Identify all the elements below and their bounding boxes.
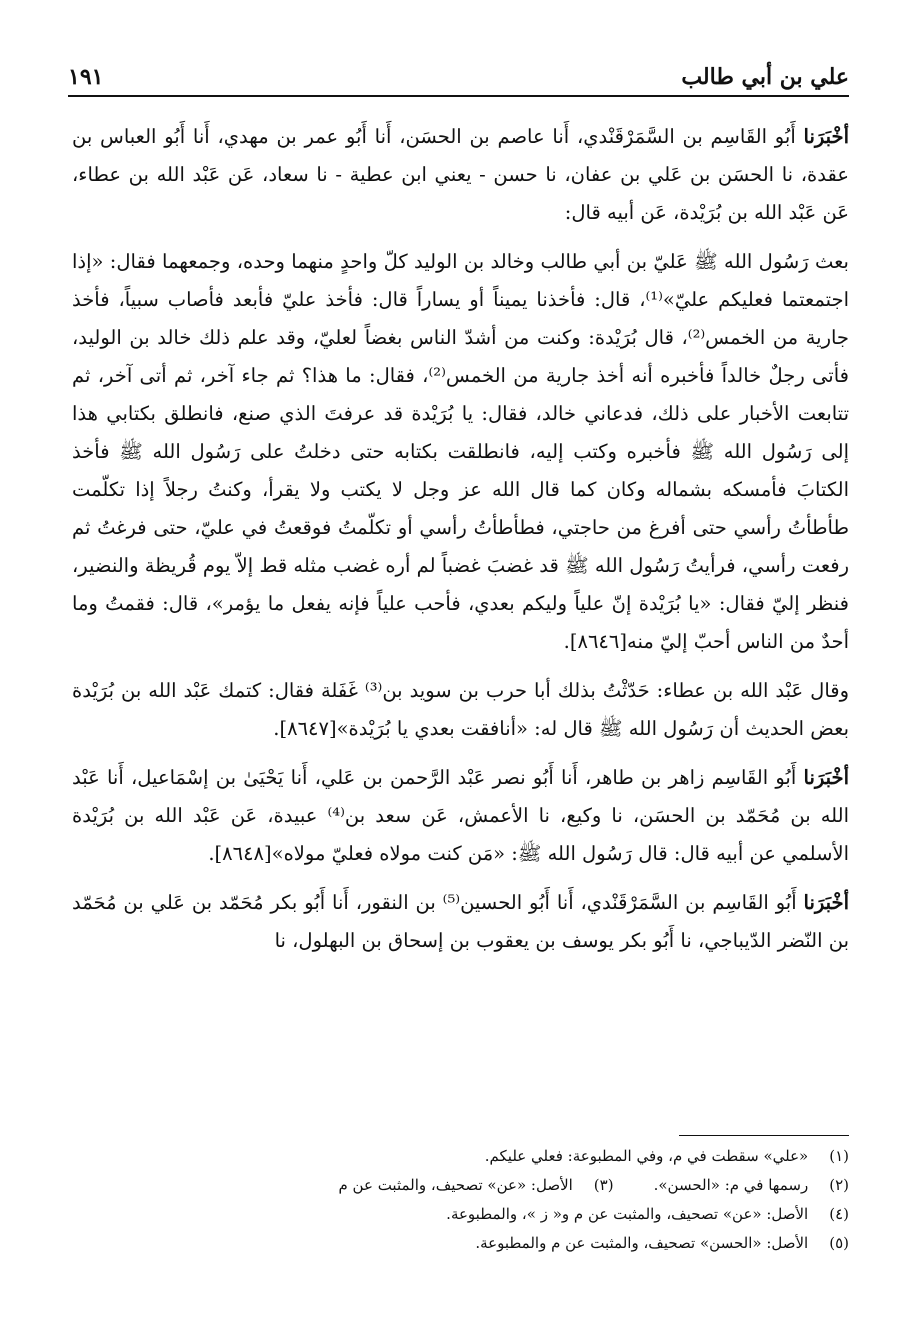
page-header xyxy=(68,58,849,90)
paragraph-text: وقال عَبْد الله بن عطاء: حَدّثْتُ بذلك أبا حرب بن سويد بن⁽³⁾ غَفَلة فقال: كتمك عَبْد الله بن بُرَيْدة بعض الحديث أن رَسُول الله ﷺ قال له: «أنافقت بعدي يا بُرَيْدة»[٨٦٤٧]. xyxy=(72,679,849,740)
footnote-number: (٢) xyxy=(829,1176,849,1194)
paragraph-5 xyxy=(72,884,849,960)
footnote-number: (٥) xyxy=(829,1234,849,1252)
footnote-row-2-3 xyxy=(72,1171,849,1200)
paragraph-text: بعث رَسُول الله ﷺ عَليّ بن أبي طالب وخالد بن الوليد كلّ واحدٍ منهما وحده، وجمعهما فقال: «إذا اجتمعتما فعليكم عليّ»⁽¹⁾، قال: فأخذنا يميناً أو يساراً قال: فأخذ عليّ فأبعد فأصاب سبياً، فأخذ جارية من الخمس⁽²⁾، قال بُرَيْدة: وكنت من أشدّ الناس بغضاً لعليّ، وقد علم ذلك خالد بن الوليد، فأتى رجلٌ خالداً فأخبره أنه أخذ جارية من الخمس⁽²⁾، فقال: ما هذا؟ ثم جاء آخر، ثم أتى آخر، ثم تتابعت الأخبار على ذلك، فدعاني خالد، فقال: يا بُرَيْدة قد عرفتَ الذي صنع، فانطلق بكتابي هذا إلى رَسُول الله ﷺ فأخبره وكتب إليه، فانطلقت بكتابه حتى دخلتُ على رَسُول الله ﷺ فأخذ الكتابَ فأمسكه بشماله وكان كما قال الله عز وجل لا يكتب ولا يقرأ، وكنتُ رجلاً إذا تكلّمت طأطأتُ رأسي حتى أفرغ من حاجتي، فطأطأتُ رأسي أو تكلّمتُ فوقعتُ في عليّ، حتى فرغتُ ثم رفعت رأسي، فرأيتُ رَسُول الله ﷺ قد غضبَ غضباً لم أره غضب مثله قط إلاّ يوم قُريظة والنضير، فنظر إليّ فقال: «يا بُرَيْدة إنّ علياً وليكم بعدي، فأحب علياً فإنه يفعل ما يؤمر»، قال: فقمتُ وما أحدٌ من الناس أحبّ إليّ منه[٨٦٤٦]. xyxy=(72,250,849,653)
footnote-text: الأصل: «الحسن» تصحيف، والمثبت عن م والمطبوعة. xyxy=(475,1234,809,1252)
footnote-text: رسمها في م: «الحسن». xyxy=(653,1176,809,1194)
footnote-number: (٣) xyxy=(593,1176,614,1194)
footnote-2 xyxy=(654,1171,849,1200)
paragraph-lead: أخْبَرَنا xyxy=(803,891,849,914)
running-title: علي بن أبي طالب xyxy=(681,64,849,90)
header-rule xyxy=(68,95,849,97)
footnote-5 xyxy=(72,1229,849,1258)
footnote-rule xyxy=(679,1135,849,1136)
paragraph-text: أَبُو القَاسِم زاهر بن طاهر، أَنا أَبُو نصر عَبْد الرَّحمن بن عَلي، أَنا يَحْيَىٰ بن إسْمَاعيل، أَنا عَبْد الله بن مُحَمّد بن الحسَن، نا وكيع، نا الأعمش، عَن سعد بن⁽⁴⁾ عبيدة، عَن عَبْد الله بن بُرَيْدة الأسلمي عن أبيه قال: قال رَسُول الله ﷺ: «مَن كنت مولاه فعليّ مولاه»[٨٦٤٨]. xyxy=(72,766,849,865)
paragraph-lead: أخْبَرَنا xyxy=(803,766,850,789)
footnote-text: «علي» سقطت في م، وفي المطبوعة: فعلي عليكم. xyxy=(484,1147,809,1165)
page-number: ١٩١ xyxy=(68,64,104,90)
footnote-text: الأصل: «عن» تصحيف، والمثبت عن م xyxy=(338,1176,573,1194)
paragraph-text: أَبُو القَاسِم بن السَّمَرْقَنْدي، أَنا أَبُو الحسين⁽⁵⁾ بن النقور، أَنا أَبُو بكر مُحَمّد بن عَلي بن مُحَمّد بن النّضر الدّيباجي، نا أَبُو بكر يوسف بن يعقوب بن إسحاق بن البهلول، نا xyxy=(72,891,849,952)
main-text xyxy=(72,118,849,971)
footnotes xyxy=(72,1142,849,1258)
footnote-1 xyxy=(72,1142,849,1171)
footnote-number: (١) xyxy=(829,1147,849,1165)
paragraph-text: أَبُو القَاسِم بن السَّمَرْقَنْدي، أَنا عاصم بن الحسَن، أَنا أَبُو عمر بن مهدي، أَنا أَبُو العباس بن عقدة، نا الحسَن بن عَلي بن عفان، نا حسن - يعني ابن عطية - نا سعاد، عَن عَبْد الله بن عطاء، عَن عَبْد الله بن بُرَيْدة، عَن أبيه قال: xyxy=(72,125,849,224)
paragraph-2 xyxy=(72,243,849,661)
paragraph-3 xyxy=(72,672,849,748)
footnote-number: (٤) xyxy=(829,1205,849,1223)
paragraph-lead: أخْبَرَنا xyxy=(803,125,849,148)
footnote-text: الأصل: «عن» تصحيف، والمثبت عن م و« ز »، والمطبوعة. xyxy=(446,1205,809,1223)
paragraph-1 xyxy=(72,118,849,232)
paragraph-4 xyxy=(72,759,849,873)
footnote-4 xyxy=(72,1200,849,1229)
footnote-3 xyxy=(339,1171,614,1200)
